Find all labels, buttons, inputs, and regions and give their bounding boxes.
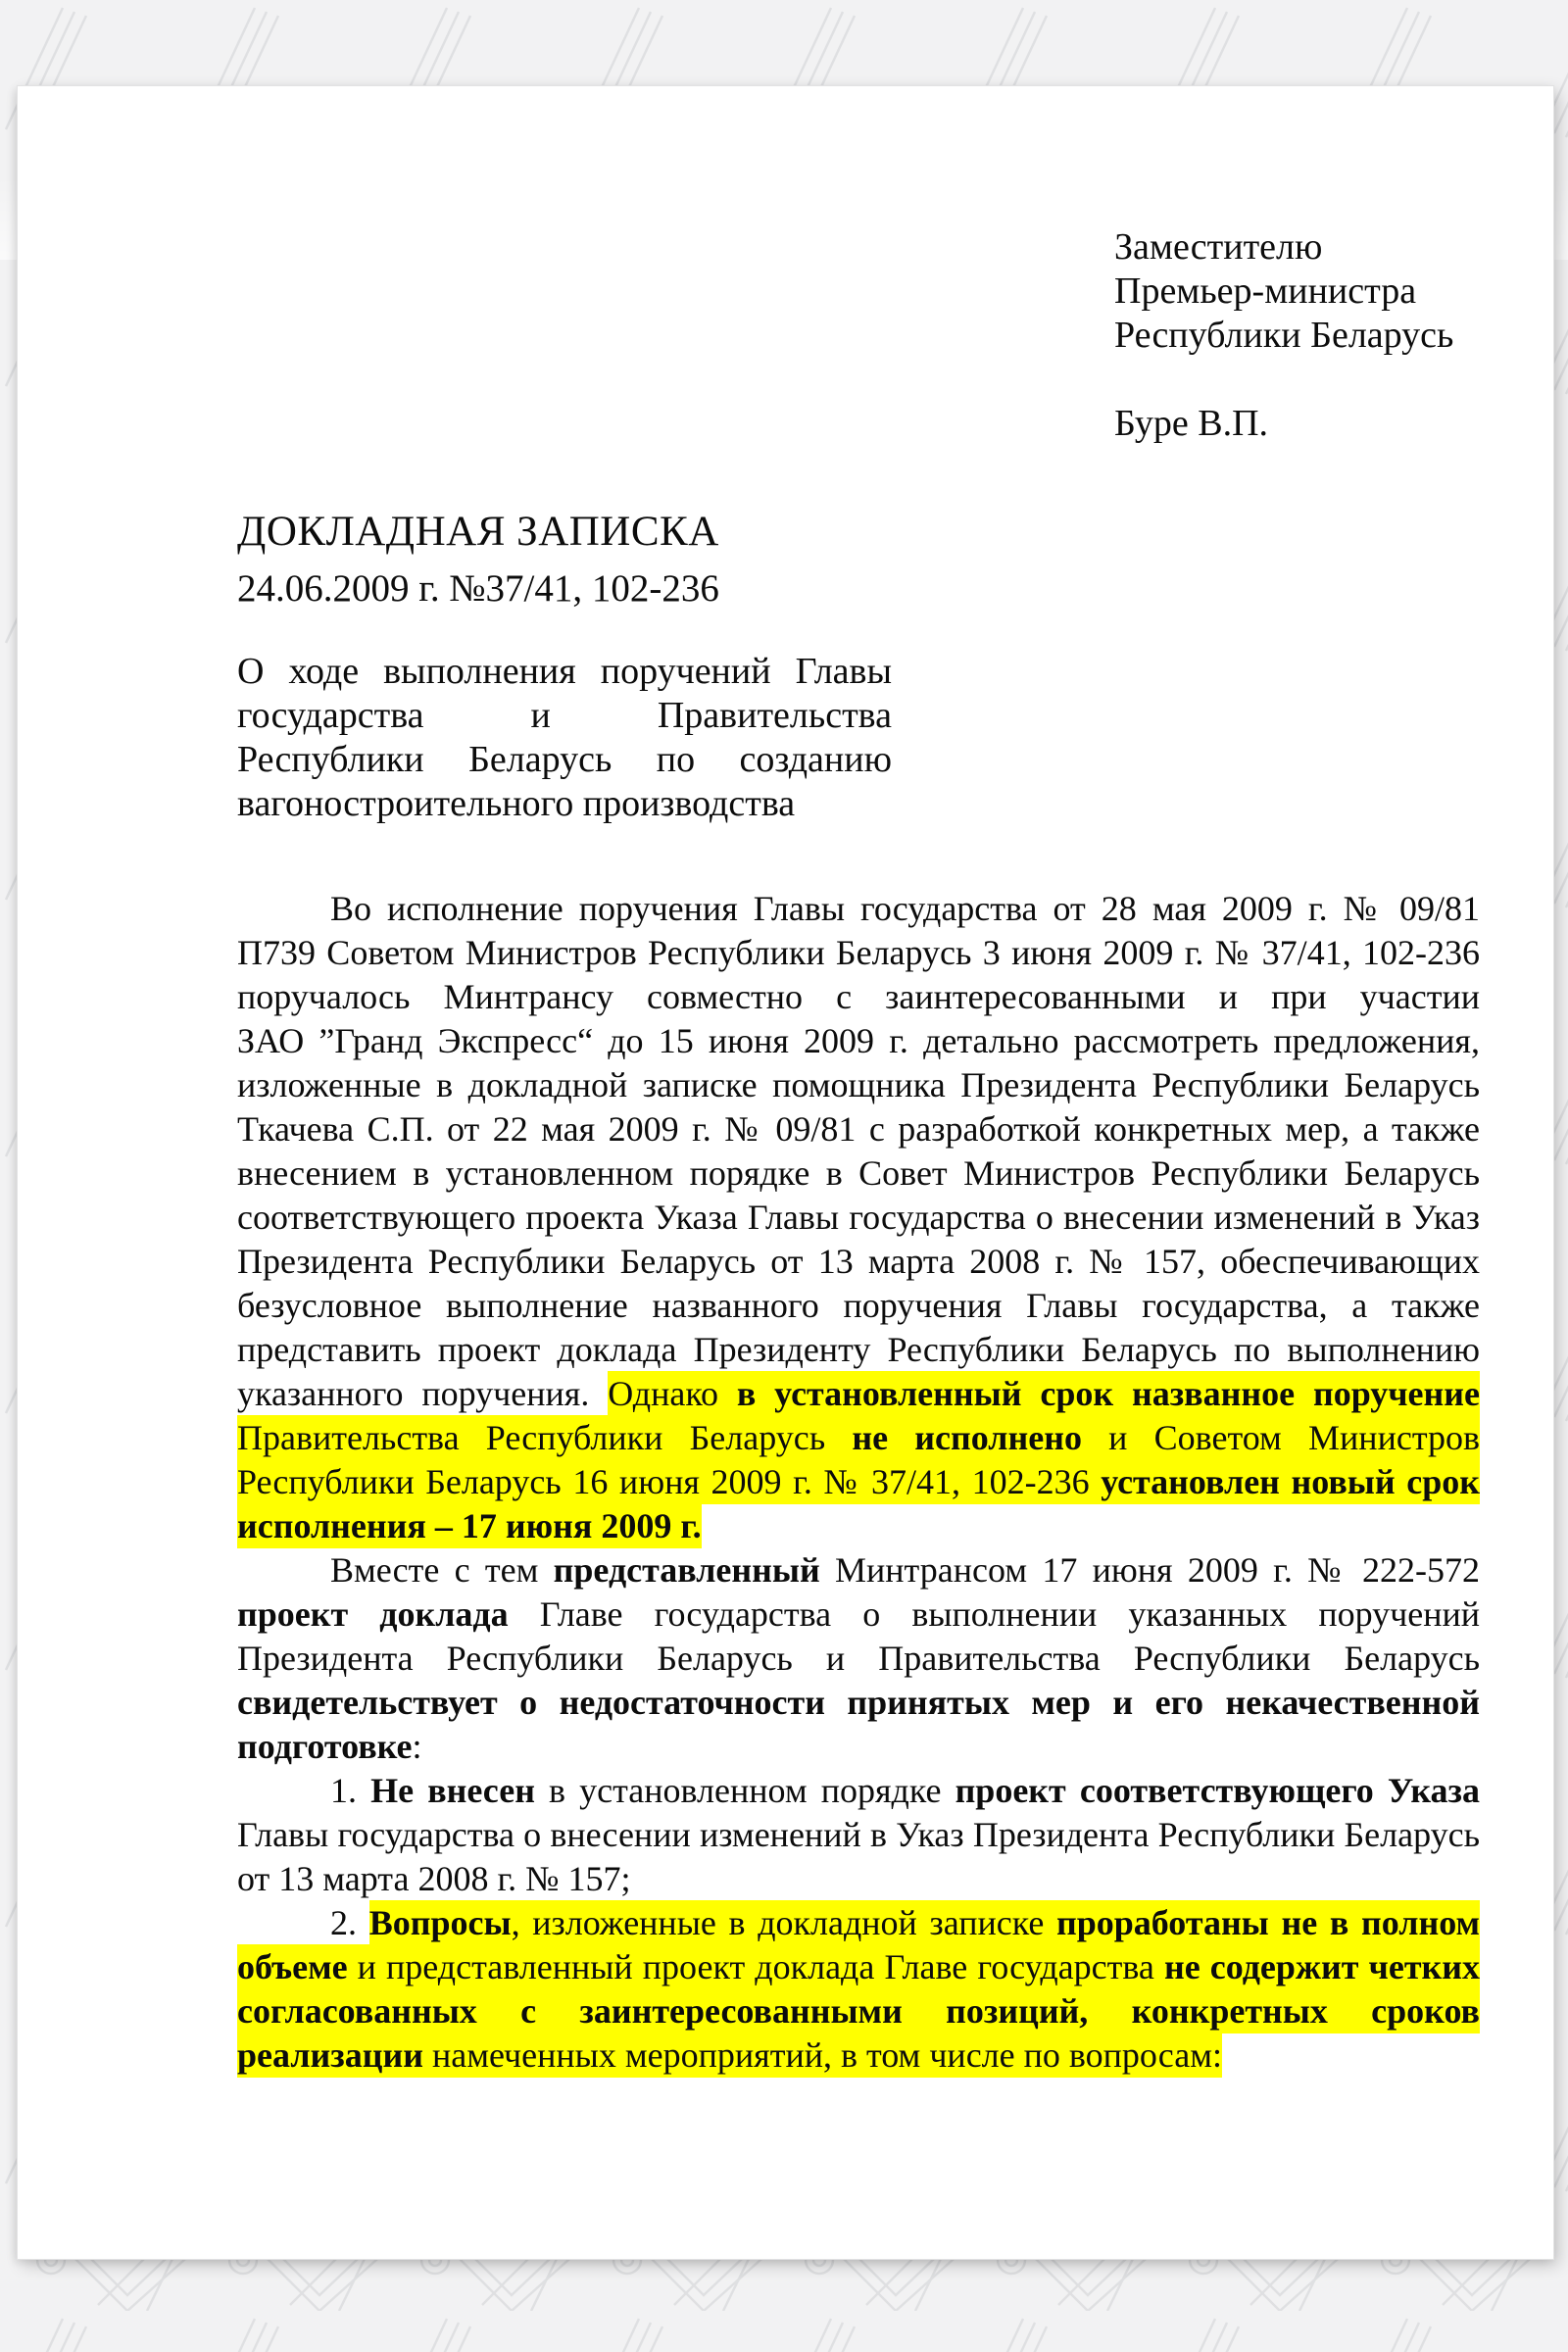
highlighted-text-run: не исполнено [852, 1415, 1082, 1460]
paragraph [237, 1901, 1480, 2078]
highlighted-text-run: Правительства Республики Беларусь [237, 1415, 852, 1460]
text-run: проект доклада [237, 1594, 509, 1634]
highlighted-text-run: , изложенные в докладной записке [512, 1900, 1056, 1945]
text-run: 1. [330, 1771, 371, 1810]
paragraph [237, 1548, 1480, 1769]
text-run: Вместе с тем [330, 1550, 554, 1590]
text-run: представленный [553, 1550, 820, 1590]
highlighted-text-run: проработаны не в полном объеме [237, 1900, 1480, 1989]
recipient-block [1114, 225, 1480, 446]
highlighted-text-run: и представленный проект доклада Главе государства [348, 1944, 1164, 1989]
recipient-name: Буре В.П. [1114, 403, 1269, 444]
highlighted-text-run: установлен новый срок исполнения – 17 июня 2009 г. [237, 1459, 1480, 1548]
highlighted-text-run: не содержит четких согласованных с заинтересованными позиций, конкретных сроков реализации [237, 1944, 1480, 2078]
paragraph [237, 1769, 1480, 1901]
text-run: Не внесен [370, 1771, 535, 1810]
text-run: свидетельствует о недостаточности принятых мер и его некачественной подготовке [237, 1683, 1480, 1766]
page-content [237, 86, 1480, 2078]
recipient-line: Республики Беларусь [1114, 315, 1454, 356]
document-date-number: 24.06.2009 г. №37/41, 102-236 [237, 567, 719, 610]
recipient-lines [1114, 225, 1480, 358]
text-run: в установленном порядке [534, 1771, 956, 1810]
text-run: 2. [330, 1903, 369, 1942]
recipient-line: Премьер-министра [1114, 270, 1417, 312]
text-run: : [412, 1727, 422, 1766]
text-run: Во исполнение поручения Главы государства от 28 мая 2009 г. № 09/81 П739 Советом Министров Республики Беларусь 3 июня 2009 г. № 37/41, 102-236 поручалось Минтрансу совместно с заинтересованными и при участии ЗАО ”Гранд Экспресс“ до 15 июня 2009 г. детально рассмотреть предложения, изложенные в докладной записке помощника Президента Республики Беларусь Ткачева С.П. от 22 мая 2009 г. № 09/81 с разработкой конкретных мер, а также внесением в установленном порядке в Совет Министров Республики Беларусь соответствующего проекта Указа Главы государства о внесении изменений в Указ Президента Республики Беларусь от 13 марта 2008 г. № 157, обеспечивающих безусловное выполнение названного поручения Главы государства, а также представить проект доклада Президенту Республики Беларусь по выполнению указанного поручения. [237, 889, 1480, 1413]
highlighted-text-run: в установленный срок названное поручение [737, 1371, 1480, 1416]
document-page [18, 86, 1553, 2259]
text-run: проект соответствующего Указа [955, 1771, 1481, 1810]
highlighted-text-run: Однако [608, 1371, 737, 1416]
text-run: Минтрансом 17 июня 2009 г. № 222-572 [819, 1550, 1481, 1590]
recipient-line: Заместителю [1114, 226, 1323, 268]
highlighted-text-run: намеченных мероприятий, в том числе по вопросам: [423, 2033, 1222, 2078]
text-run: Главы государства о внесении изменений в Указ Президента Республики Беларусь от 13 марта 2008 г. № 157; [237, 1815, 1480, 1898]
highlighted-text-run: Вопросы [369, 1900, 512, 1945]
document-title: ДОКЛАДНАЯ ЗАПИСКА [237, 509, 719, 555]
highlighted-text-run: и Советом Министров Республики Беларусь 16 июня 2009 г. № 37/41, 102-236 [237, 1415, 1480, 1504]
document-subject: О ходе выполнения поручений Главы государства и Правительства Республики Беларусь по созданию вагоностроительного производства [237, 651, 892, 824]
body-paragraphs [237, 887, 1480, 2078]
paragraph [237, 887, 1480, 1548]
text-run: Главе государства о выполнении указанных поручений Президента Республики Беларусь и Правительства Республики Беларусь [237, 1594, 1480, 1678]
